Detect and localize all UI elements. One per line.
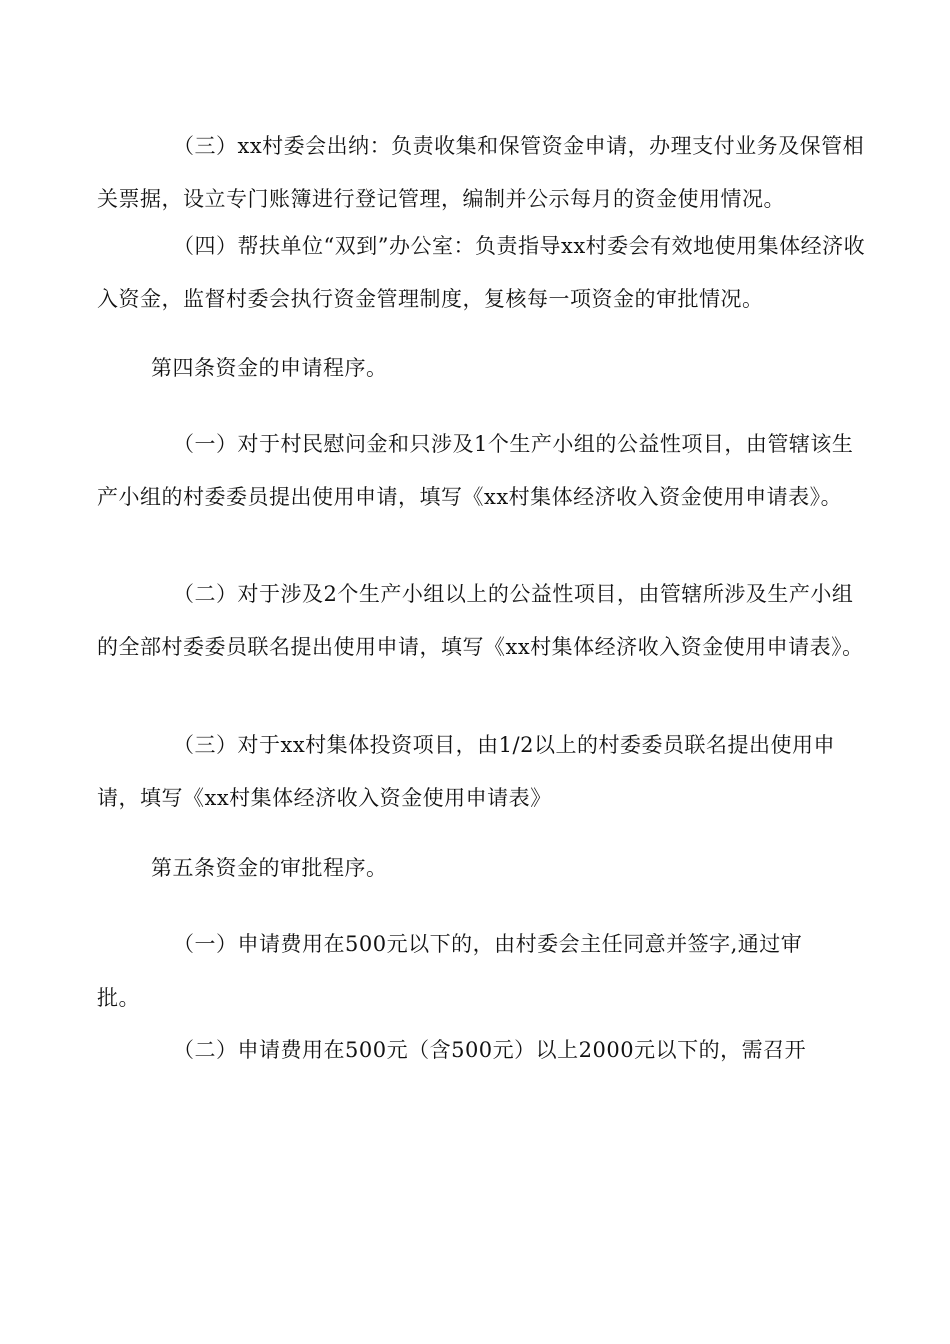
section-heading-article-4: 第四条资金的申请程序。 (151, 356, 388, 380)
section-heading-article-5: 第五条资金的审批程序。 (151, 856, 388, 880)
paragraph-application-single-group: （一）对于村民慰问金和只涉及1个生产小组的公益性项目，由管辖该生产小组的村委委员提出使用申请，填写《xx村集体经济收入资金使用申请表》。 (97, 432, 854, 509)
paragraph-approval-under-500-continued: 批。 (97, 986, 140, 1010)
paragraph-application-multi-group: （二）对于涉及2个生产小组以上的公益性项目，由管辖所涉及生产小组的全部村委委员联名提出使用申请，填写《xx村集体经济收入资金使用申请表》。 (97, 582, 864, 659)
paragraph-application-collective-investment: （三）对于xx村集体投资项目，由1/2以上的村委委员联名提出使用申请，填写《xx村集体经济收入资金使用申请表》 (97, 733, 835, 810)
paragraph-assistance-office-duties: （四）帮扶单位“双到”办公室：负责指导xx村委会有效地使用集体经济收入资金，监督村委会执行资金管理制度，复核每一项资金的审批情况。 (97, 234, 866, 311)
paragraph-approval-under-500: （一）申请费用在500元以下的，由村委会主任同意并签字,通过审 (173, 932, 803, 956)
paragraph-cashier-duties: （三）xx村委会出纳：负责收集和保管资金申请，办理支付业务及保管相关票据，设立专门账簿进行登记管理，编制并公示每月的资金使用情况。 (97, 134, 865, 211)
paragraph-approval-500-to-2000: （二）申请费用在500元（含500元）以上2000元以下的，需召开 (173, 1038, 807, 1062)
